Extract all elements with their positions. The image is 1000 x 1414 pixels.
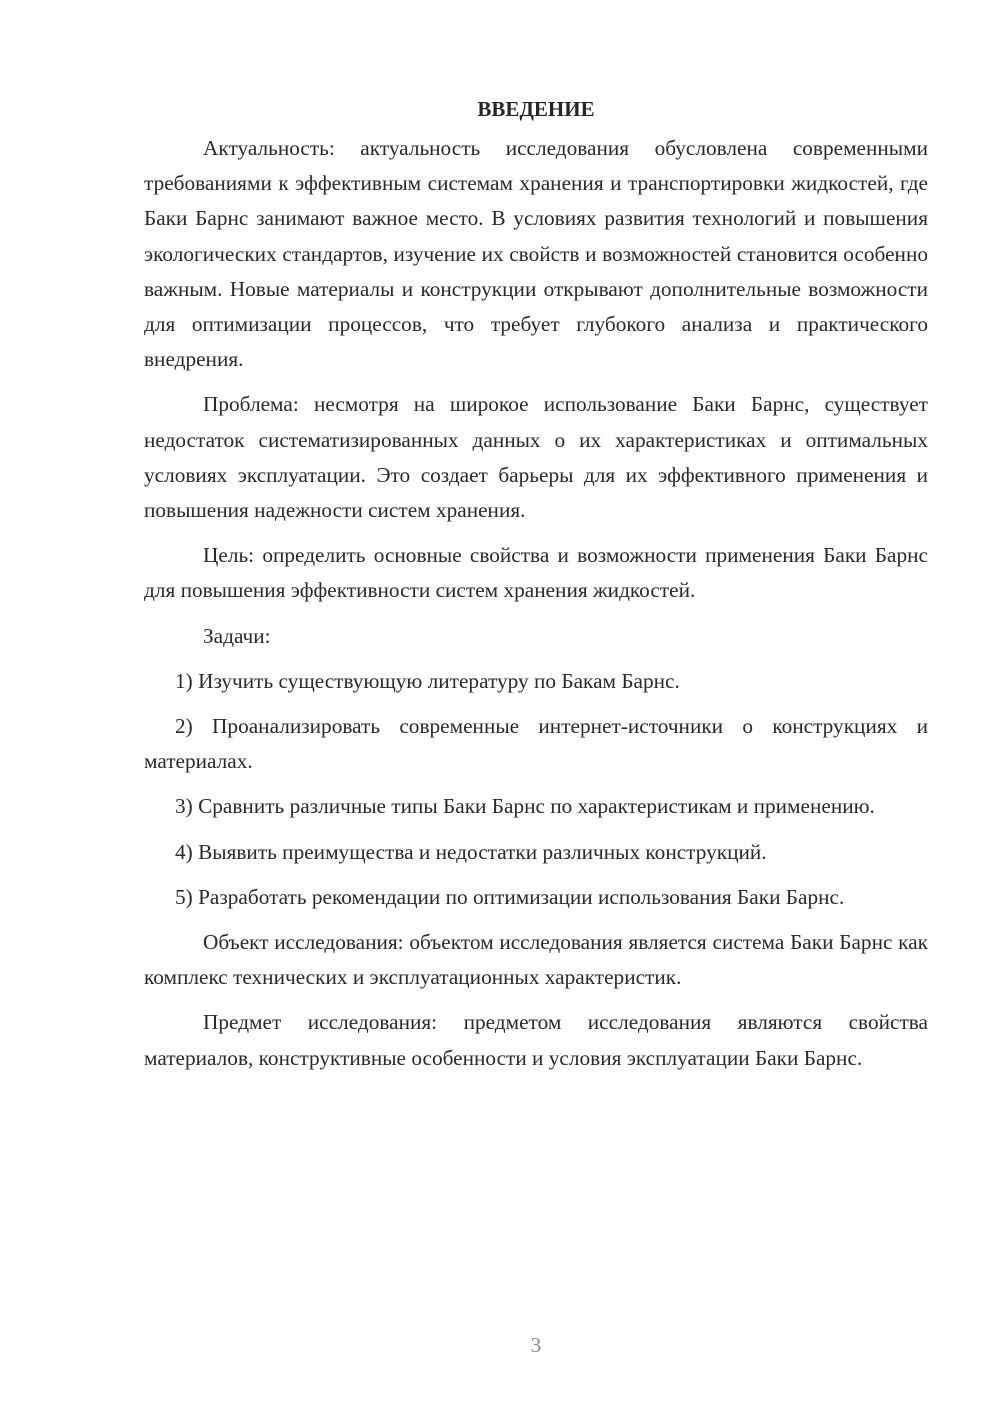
task-item: 5) Разработать рекомендации по оптимизации использования Баки Барнс.: [175, 884, 845, 909]
subject-paragraph: Предмет исследования: предметом исследования являются свойства материалов, конструктивные особенности и условия эксплуатации Баки Барнс.: [144, 1010, 928, 1070]
problem-paragraph: Проблема: несмотря на широкое использование Баки Барнс, существует недостаток систематизированных данных о их характеристиках и оптимальных условиях эксплуатации. Это создает барьеры для их эффективного применения и повышения надежности систем хранения.: [144, 392, 928, 523]
section-title: ВВЕДЕНИЕ: [477, 97, 595, 121]
tasks-heading: Задачи:: [203, 623, 271, 648]
task-item: 4) Выявить преимущества и недостатки различных конструкций.: [175, 839, 767, 864]
object-paragraph: Объект исследования: объектом исследования является система Баки Барнс как комплекс технических и эксплуатационных характеристик.: [144, 930, 928, 990]
page-number: 3: [530, 1333, 542, 1357]
task-item: 3) Сравнить различные типы Баки Барнс по характеристикам и применению.: [175, 794, 875, 819]
tasks-list: [144, 664, 928, 915]
task-item: 2) Проанализировать современные интернет-источники о конструкциях и материалах.: [144, 714, 928, 774]
task-item: 1) Изучить существующую литературу по Бакам Барнс.: [175, 668, 680, 693]
goal-paragraph: Цель: определить основные свойства и возможности применения Баки Барнс для повышения эффективности систем хранения жидкостей.: [144, 543, 928, 603]
document-body: [144, 92, 928, 1086]
relevance-paragraph: Актуальность: актуальность исследования обусловлена современными требованиями к эффективным системам хранения и транспортировки жидкостей, где Баки Барнс занимают важное место. В условиях развития технологий и повышения экологических стандартов, изучение их свойств и возможностей становится особенно важным. Новые материалы и конструкции открывают дополнительные возможности для оптимизации процессов, что требует глубокого анализа и практического внедрения.: [144, 136, 928, 372]
